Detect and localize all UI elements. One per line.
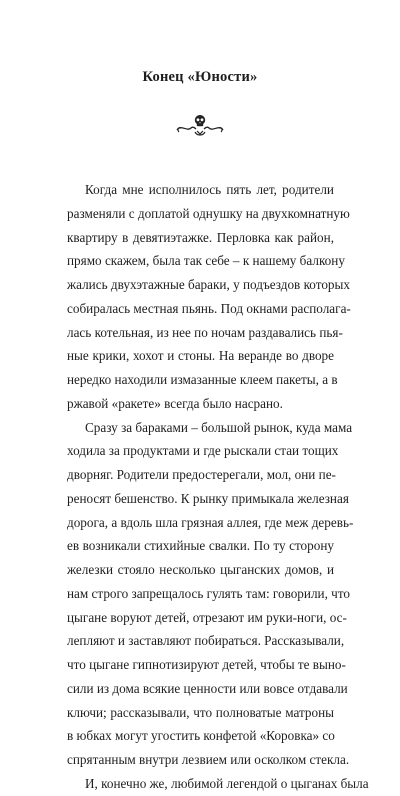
text-line: Когда мне исполнилось пять лет, родители (85, 182, 334, 197)
text-line: собиралась местная пьянь. Под окнами располага- (67, 300, 351, 316)
text-line: железки стояло несколько цыганских домов, и (67, 562, 334, 577)
text-line: ходила за продуктами и где рыскали стаи тощих (67, 443, 339, 459)
skull-ornament-icon (175, 110, 225, 140)
text-line: цыгане воруют детей, отрезают им руки-ноги, ос- (67, 609, 347, 625)
text-line: Сразу за бараками – большой рынок, куда мама (85, 419, 353, 435)
text-line: сили из дома всякие ценности или вовсе отдавали (67, 680, 348, 696)
text-line: ключи; рассказывали, что полноватые матроны (67, 704, 334, 720)
text-line: ев возникали стихийные свалки. По ту сторону (67, 538, 334, 554)
text-line: дворняг. Родители предостерегали, мол, они пе- (67, 467, 336, 482)
text-line: в юбках могут угостить конфетой «Коровка» со (67, 728, 335, 744)
chapter-title: Конец «Юности» (142, 69, 258, 85)
text-line: прямо скажем, была так себе – к нашему балкону (67, 253, 345, 269)
text-line: квартиру в девятиэтажке. Перловка как район, (67, 229, 334, 245)
text-line: спрятанным внутри лезвием или осколком стекла. (67, 752, 350, 767)
text-line: ржавой «ракете» всегда было насрано. (67, 395, 283, 411)
text-line: разменяли с доплатой однушку на двухкомнатную (67, 205, 350, 221)
body-text (67, 178, 369, 796)
text-line: ные крики, хохот и стоны. На веранде во дворе (67, 348, 334, 364)
text-line: лепляют и заставляют побираться. Рассказывали, (67, 633, 345, 649)
text-line: лась котельная, из нее по ночам раздавались пья- (67, 324, 343, 340)
text-line: что цыгане гипнотизируют детей, чтобы те выно- (67, 657, 346, 672)
text-line: дорога, а вдоль шла грязная аллея, где меж деревь- (67, 514, 354, 530)
text-line: нередко находили измазанные клеем пакеты, а в (67, 372, 338, 387)
text-line: И, конечно же, любимой легендой о цыганах была (85, 775, 369, 791)
text-line: реносят бешенство. К рынку примыкала железная (67, 490, 349, 506)
text-line: нам строго запрещалось гулять там: говорили, что (67, 585, 351, 601)
text-line: жались двухэтажные бараки, у подъездов которых (67, 277, 350, 292)
